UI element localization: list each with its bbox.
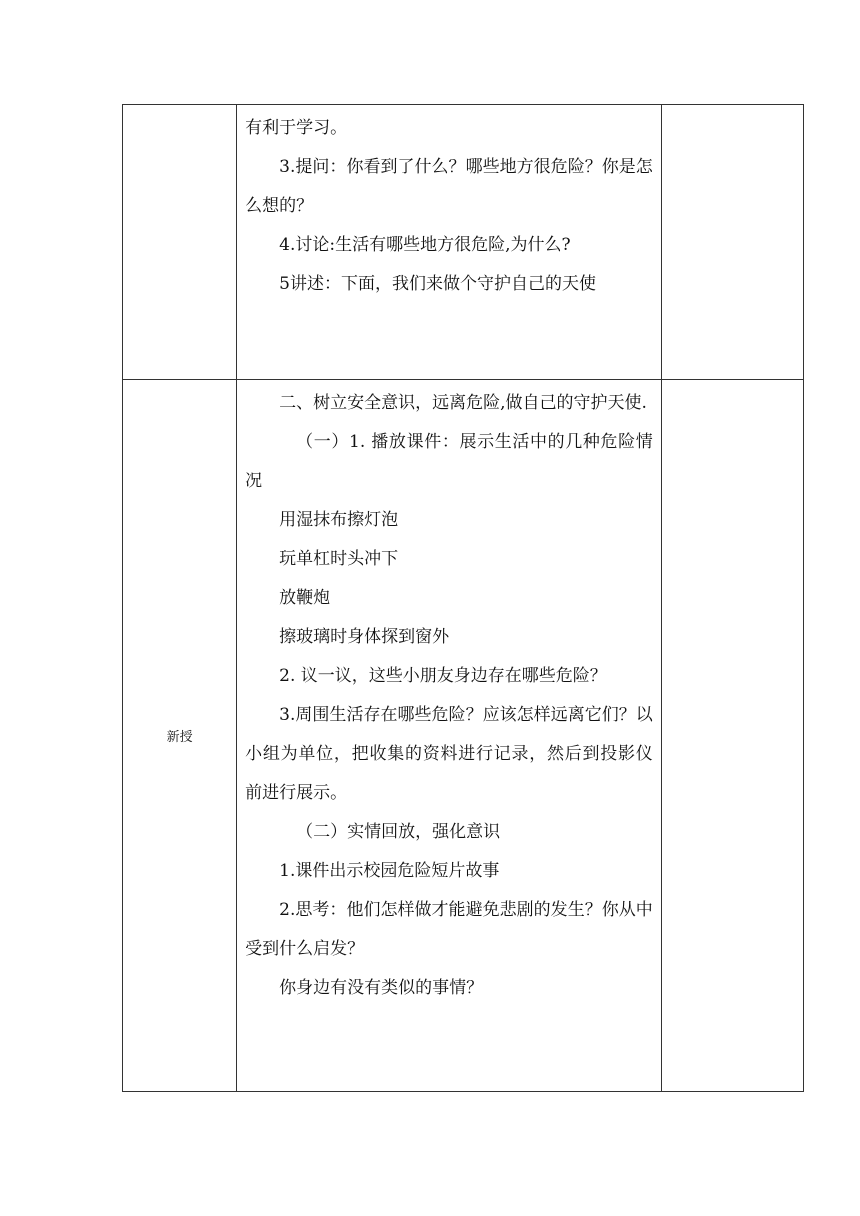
paragraph: 二、树立安全意识，远离危险,做自己的守护天使. xyxy=(279,393,647,413)
lesson-plan-table xyxy=(122,104,804,1092)
paragraph: 擦玻璃时身体探到窗外 xyxy=(279,627,450,647)
notes-cell xyxy=(661,105,803,380)
paragraph: 玩单杠时头冲下 xyxy=(279,549,399,569)
paragraph: 3.提问：你看到了什么？哪些地方很危险？你是怎么想的？ xyxy=(245,157,653,216)
stage-cell xyxy=(123,105,237,380)
paragraph: 用湿抹布擦灯泡 xyxy=(279,510,399,530)
paragraph: 1.课件出示校园危险短片故事 xyxy=(279,861,500,881)
paragraph: 你身边有没有类似的事情？ xyxy=(279,978,484,998)
paragraph: 2. 议一议，这些小朋友身边存在哪些危险？ xyxy=(279,666,607,686)
paragraph: 5讲述：下面，我们来做个守护自己的天使 xyxy=(279,274,596,294)
content-cell xyxy=(237,105,662,380)
paragraph: 放鞭炮 xyxy=(279,588,331,608)
table-row xyxy=(123,105,804,380)
paragraph: （二）实情回放，强化意识 xyxy=(296,822,501,842)
paragraph: 有利于学习。 xyxy=(245,118,348,138)
paragraph: 4.讨论:生活有哪些地方很危险,为什么? xyxy=(279,235,571,255)
notes-cell xyxy=(661,380,803,1092)
table-row xyxy=(123,380,804,1092)
paragraph: 2.思考：他们怎样做才能避免悲剧的发生？你从中受到什么启发？ xyxy=(245,900,653,959)
paragraph: （一）1. 播放课件：展示生活中的几种危险情况 xyxy=(245,432,653,491)
paragraph: 3.周围生活存在哪些危险？应该怎样远离它们？以小组为单位，把收集的资料进行记录，然后到投影仪前进行展示。 xyxy=(245,705,653,803)
stage-cell: 新授 xyxy=(123,380,237,1092)
content-cell xyxy=(237,380,662,1092)
